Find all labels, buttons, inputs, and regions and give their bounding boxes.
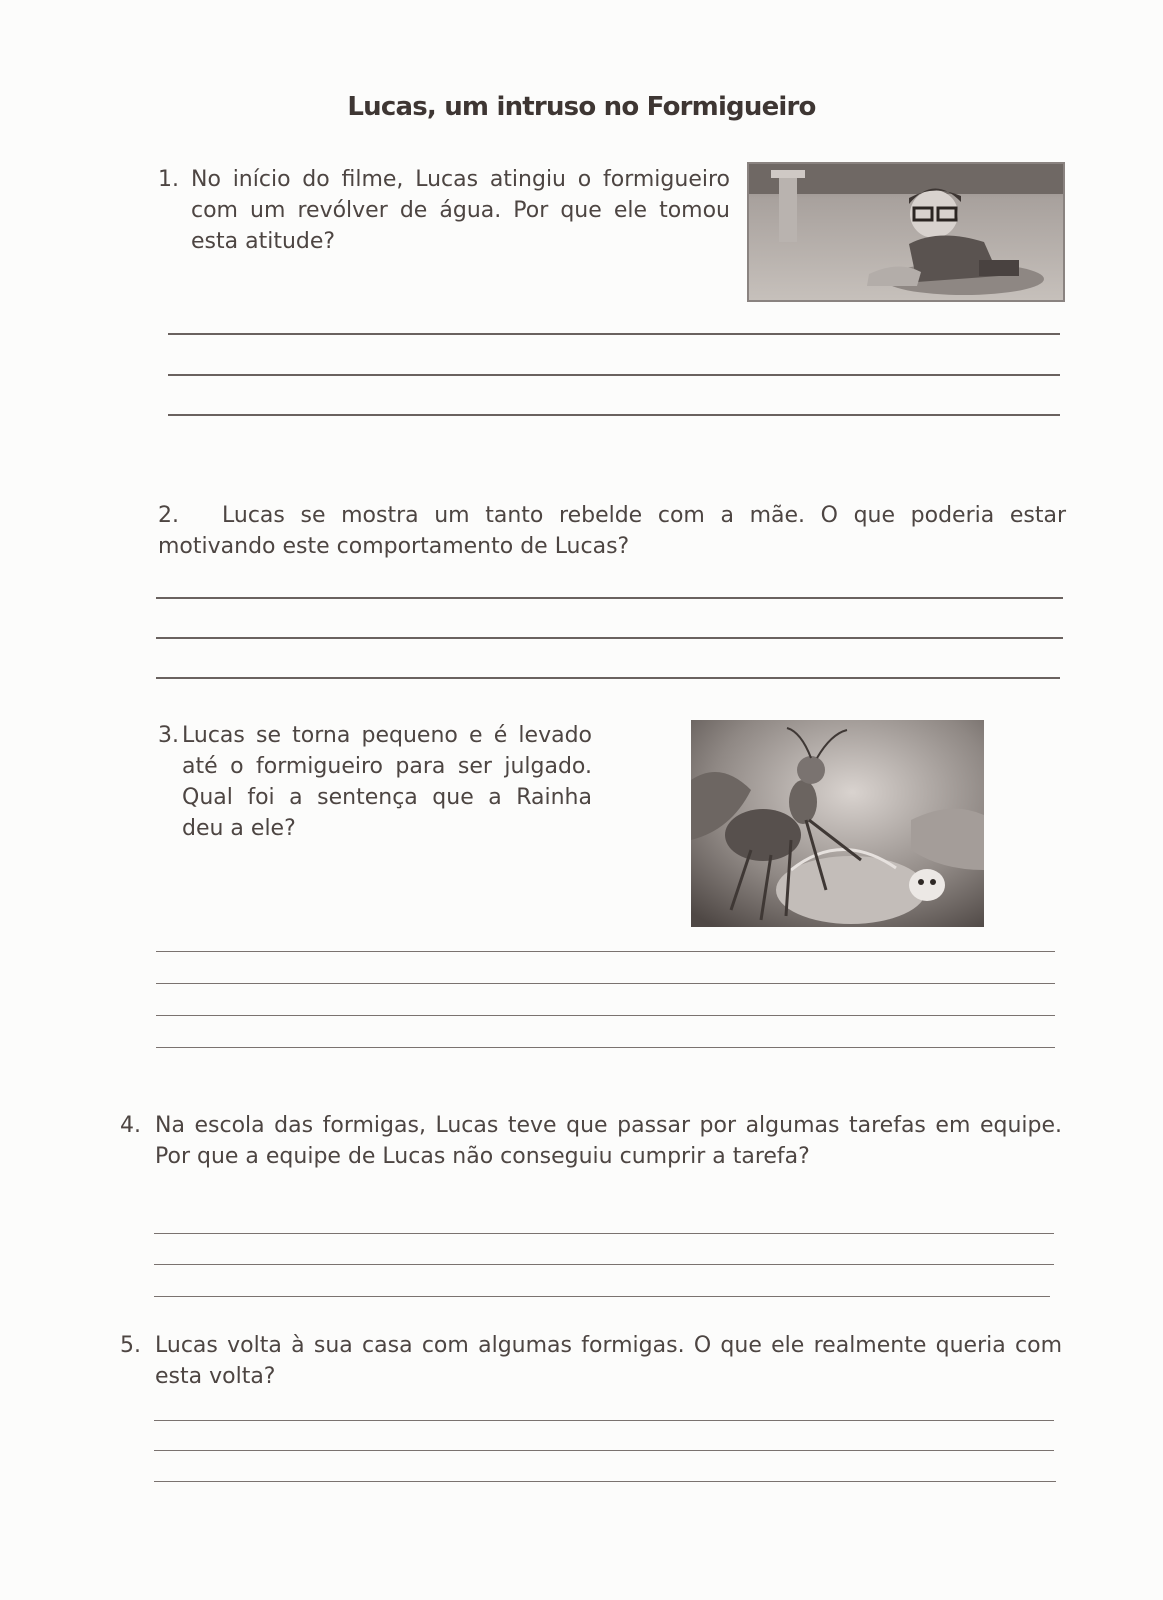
answer-line[interactable] <box>168 374 1060 376</box>
answer-line[interactable] <box>156 983 1055 984</box>
answer-line[interactable] <box>154 1296 1050 1297</box>
answer-line[interactable] <box>156 951 1055 952</box>
question-3 <box>158 720 592 844</box>
question-number: 5. <box>120 1333 141 1358</box>
question-number: 4. <box>120 1113 141 1138</box>
illustration-ant-queen <box>691 720 984 927</box>
answer-line[interactable] <box>168 333 1060 335</box>
answer-line[interactable] <box>156 597 1063 599</box>
answer-line[interactable] <box>156 1047 1055 1048</box>
question-number: 1. <box>158 167 179 192</box>
answer-line[interactable] <box>154 1420 1054 1421</box>
question-text: No início do filme, Lucas atingiu o formigueiro com um revólver de água. Por que ele tomou esta atitude? <box>191 167 730 254</box>
question-text: Lucas volta à sua casa com algumas formigas. O que ele realmente queria com esta volta? <box>155 1333 1062 1389</box>
answer-line[interactable] <box>154 1481 1056 1482</box>
answer-line[interactable] <box>156 677 1060 679</box>
answer-line[interactable] <box>156 637 1063 639</box>
question-text: Lucas se torna pequeno e é levado até o formigueiro para ser julgado. Qual foi a sentença que a Rainha deu a ele? <box>182 723 592 841</box>
question-4 <box>120 1110 1062 1172</box>
question-text: Lucas se mostra um tanto rebelde com a mãe. O que poderia estar motivando este comportamento de Lucas? <box>158 503 1066 559</box>
question-number: 2. <box>158 503 179 528</box>
question-5 <box>120 1330 1062 1392</box>
answer-line[interactable] <box>154 1233 1054 1234</box>
answer-line[interactable] <box>154 1264 1054 1265</box>
question-number: 3. <box>158 723 179 748</box>
page-title: Lucas, um intruso no Formigueiro <box>347 92 816 122</box>
answer-line[interactable] <box>168 414 1060 416</box>
illustration-boy-on-lawn <box>747 162 1065 302</box>
question-1 <box>158 164 730 257</box>
answer-line[interactable] <box>154 1450 1054 1451</box>
question-text: Na escola das formigas, Lucas teve que passar por algumas tarefas em equipe. Por que a equipe de Lucas não conseguiu cumprir a tarefa? <box>155 1113 1062 1169</box>
question-2 <box>158 500 1066 562</box>
answer-line[interactable] <box>156 1015 1055 1016</box>
